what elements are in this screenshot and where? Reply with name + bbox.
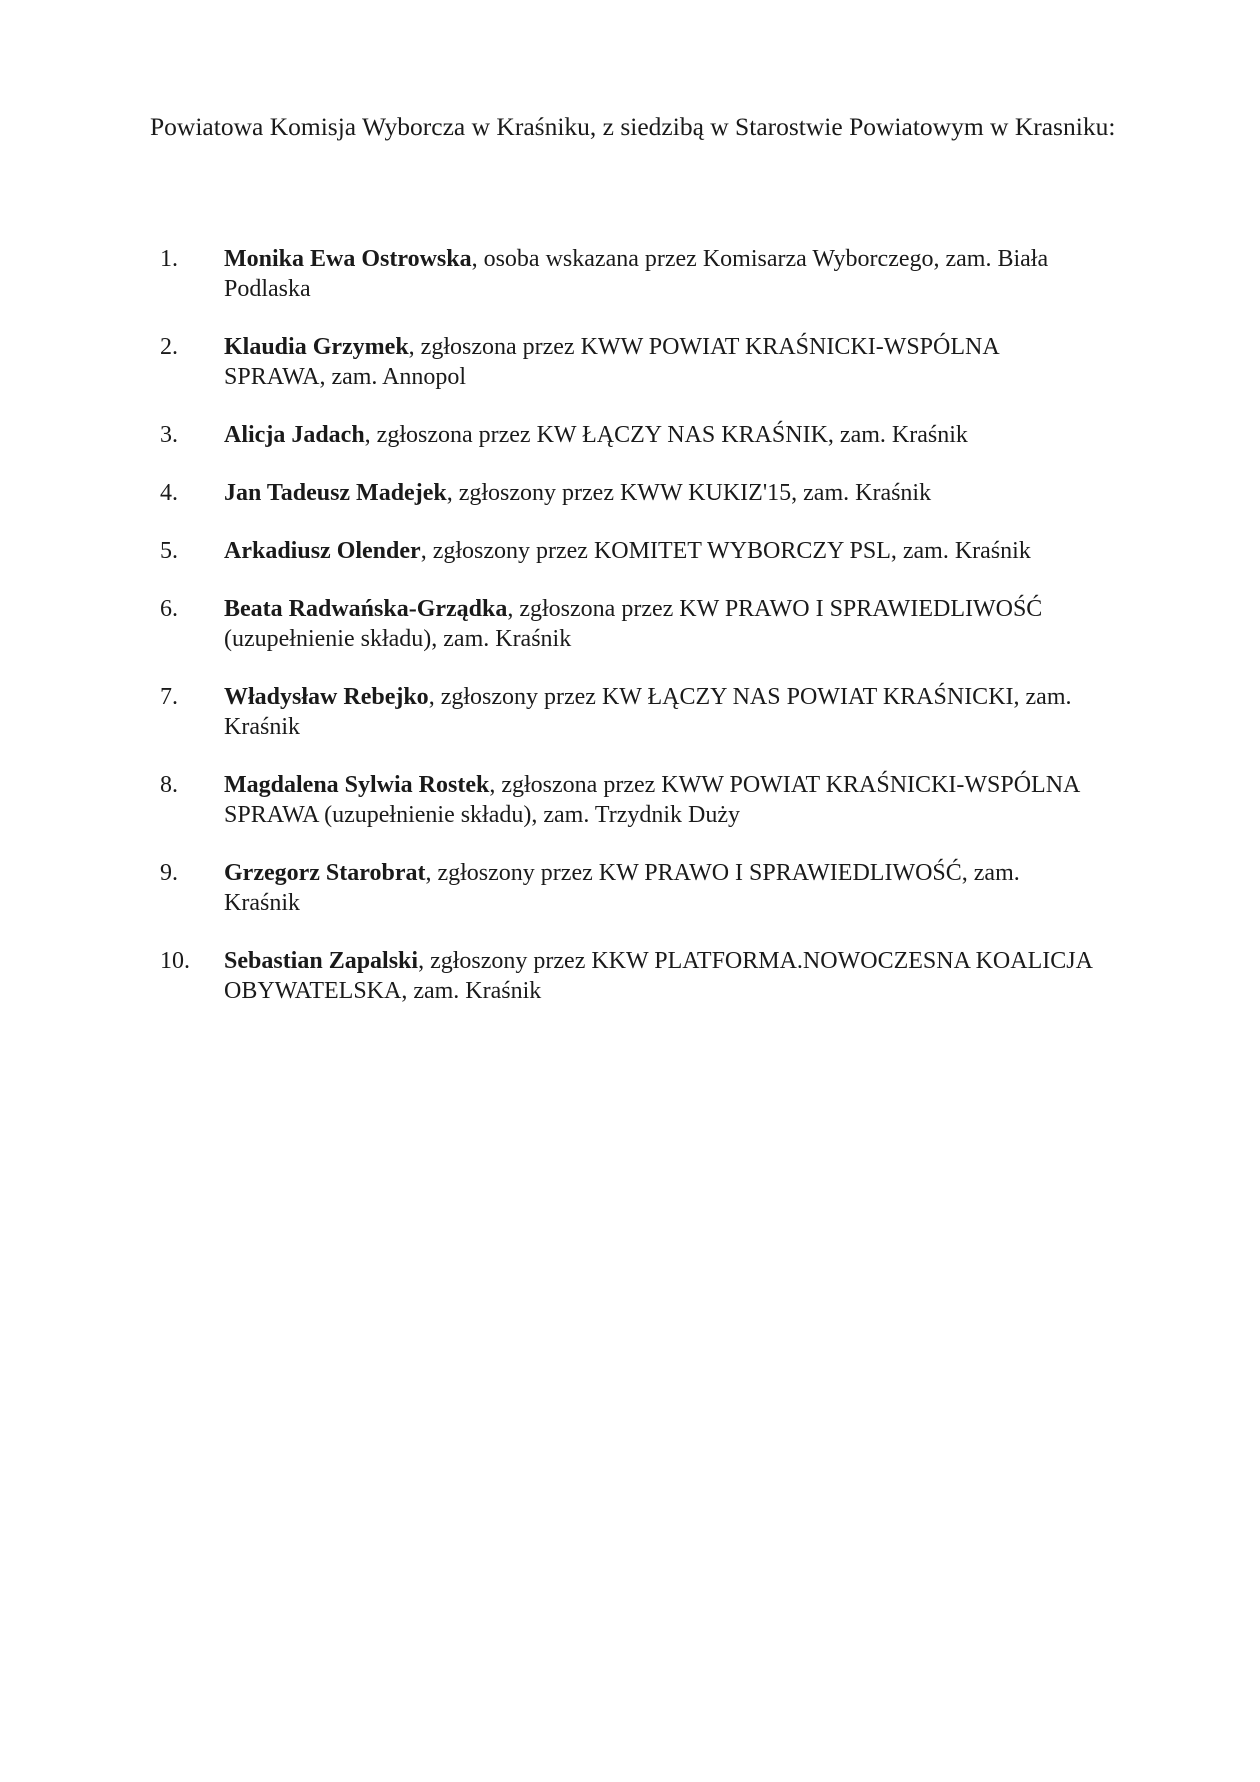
member-details: , zgłoszony przez KW ŁĄCZY NAS POWIAT KRAŚNICKI, zam. Kraśnik [224,684,1072,740]
item-number: 8. [160,772,178,798]
member-details: , zgłoszona przez KW ŁĄCZY NAS KRAŚNIK, zam. Kraśnik [364,422,968,448]
item-number: 1. [160,246,178,272]
item-number: 5. [160,538,178,564]
committee-members-list [150,244,1100,1034]
list-item [150,244,1100,304]
member-name: Arkadiusz Olender [224,538,421,564]
item-number: 3. [160,422,178,448]
member-details: , osoba wskazana przez Komisarza Wyborczego, zam. Biała Podlaska [224,246,1049,302]
item-number: 9. [160,860,178,886]
item-number: 7. [160,684,178,710]
list-item [150,536,1100,566]
member-name: Beata Radwańska-Grządka [224,596,508,622]
item-number: 4. [160,480,178,506]
member-details: , zgłoszony przez KWW KUKIZ'15, zam. Kraśnik [446,480,932,506]
member-details: , zgłoszona przez KWW POWIAT KRAŚNICKI-WSPÓLNA SPRAWA (uzupełnienie składu), zam. Trzydnik Duży [224,772,1080,828]
list-item [150,946,1100,1006]
list-item [150,682,1100,742]
list-item [150,478,1100,508]
item-number: 10. [160,948,190,974]
member-name: Jan Tadeusz Madejek [224,480,447,506]
member-details: , zgłoszony przez KW PRAWO I SPRAWIEDLIWOŚĆ, zam. Kraśnik [224,860,1020,916]
member-details: , zgłoszony przez KKW PLATFORMA.NOWOCZESNA KOALICJA OBYWATELSKA, zam. Kraśnik [224,948,1092,1004]
member-name: Klaudia Grzymek [224,334,409,360]
member-name: Magdalena Sylwia Rostek [224,772,490,798]
item-number: 2. [160,334,178,360]
list-item [150,420,1100,450]
list-item [150,594,1100,654]
member-name: Alicja Jadach [224,422,365,448]
member-name: Grzegorz Starobrat [224,860,426,886]
member-details: , zgłoszona przez KWW POWIAT KRAŚNICKI-WSPÓLNA SPRAWA, zam. Annopol [224,334,999,390]
member-name: Władysław Rebejko [224,684,429,710]
member-details: , zgłoszony przez KOMITET WYBORCZY PSL, zam. Kraśnik [420,538,1031,564]
member-name: Monika Ewa Ostrowska [224,246,472,272]
list-item [150,770,1100,830]
member-details: , zgłoszona przez KW PRAWO I SPRAWIEDLIWOŚĆ (uzupełnienie składu), zam. Kraśnik [224,596,1043,652]
list-item [150,858,1100,918]
member-name: Sebastian Zapalski [224,948,419,974]
item-number: 6. [160,596,178,622]
list-item [150,332,1100,392]
intro-paragraph: Powiatowa Komisja Wyborcza w Kraśniku, z siedzibą w Starostwie Powiatowym w Krasniku: [150,112,1116,141]
